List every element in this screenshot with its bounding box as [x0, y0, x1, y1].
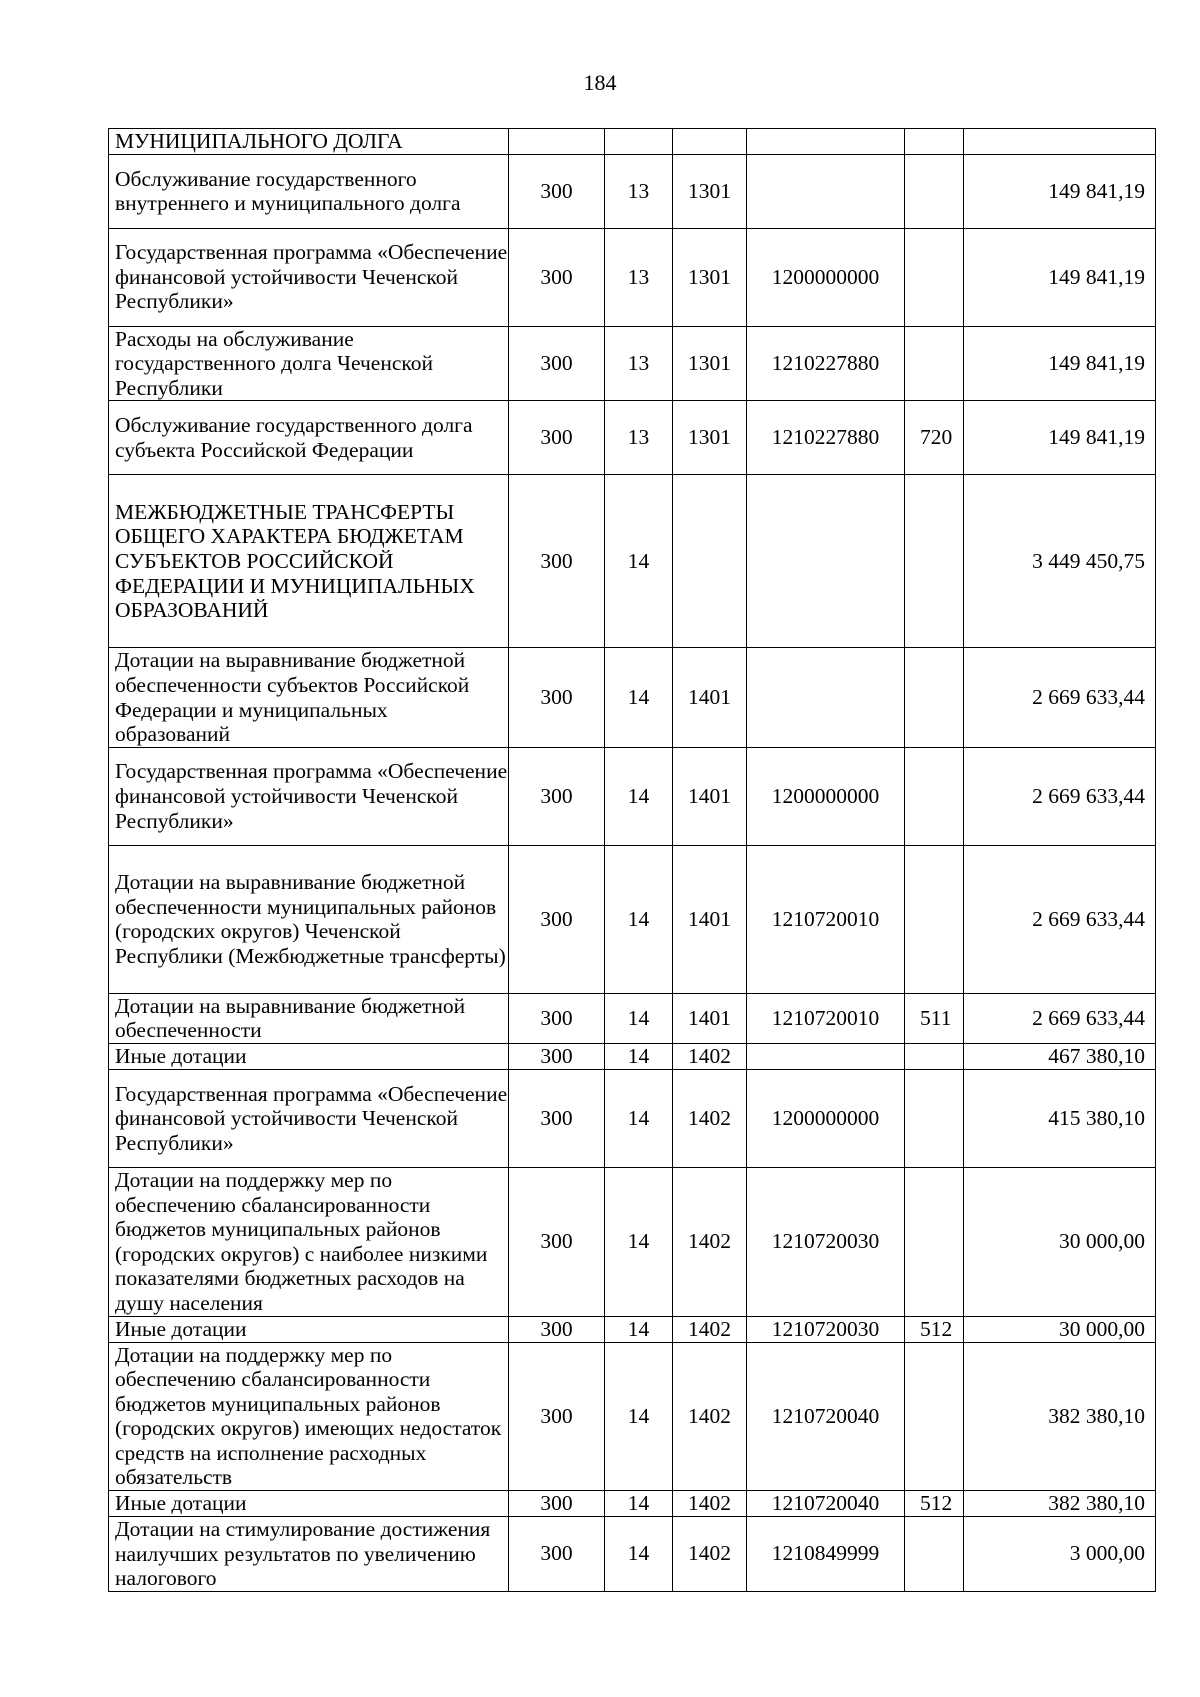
cell-amount: 149 841,19 — [964, 154, 1156, 228]
cell-code-1: 300 — [509, 1069, 605, 1167]
cell-code-3 — [673, 129, 747, 155]
cell-code-4 — [747, 154, 905, 228]
table-row — [109, 1069, 1156, 1167]
cell-code-2: 13 — [605, 326, 673, 401]
cell-code-4: 1210849999 — [747, 1517, 905, 1592]
cell-code-1: 300 — [509, 648, 605, 747]
cell-code-3: 1401 — [673, 747, 747, 845]
table-row — [109, 1167, 1156, 1316]
cell-code-1: 300 — [509, 228, 605, 326]
table-row — [109, 129, 1156, 155]
row-name: Государственная программа «Обеспечение финансовой устойчивости Чеченской Республики» — [109, 747, 509, 845]
cell-code-3: 1402 — [673, 1069, 747, 1167]
cell-amount: 149 841,19 — [964, 326, 1156, 401]
cell-code-4: 1210720040 — [747, 1342, 905, 1491]
cell-code-5: 511 — [905, 993, 964, 1043]
cell-code-1: 300 — [509, 1491, 605, 1517]
cell-code-4: 1200000000 — [747, 747, 905, 845]
cell-code-2: 14 — [605, 845, 673, 993]
cell-amount: 2 669 633,44 — [964, 845, 1156, 993]
cell-code-5 — [905, 648, 964, 747]
table-row — [109, 1043, 1156, 1069]
table-row — [109, 1491, 1156, 1517]
cell-code-4: 1210227880 — [747, 326, 905, 401]
cell-code-1: 300 — [509, 1167, 605, 1316]
cell-code-1: 300 — [509, 1517, 605, 1592]
cell-code-5 — [905, 228, 964, 326]
cell-code-4: 1210720010 — [747, 845, 905, 993]
cell-code-5 — [905, 845, 964, 993]
cell-code-2: 14 — [605, 1491, 673, 1517]
cell-code-4 — [747, 475, 905, 648]
table-row — [109, 401, 1156, 475]
cell-code-3 — [673, 475, 747, 648]
row-name: Иные дотации — [109, 1043, 509, 1069]
table-row — [109, 326, 1156, 401]
table-row — [109, 747, 1156, 845]
budget-table — [108, 128, 1156, 1592]
cell-code-2 — [605, 129, 673, 155]
row-name: Иные дотации — [109, 1316, 509, 1342]
cell-code-2: 14 — [605, 1043, 673, 1069]
cell-code-4: 1210227880 — [747, 401, 905, 475]
cell-code-4 — [747, 1043, 905, 1069]
cell-code-3: 1402 — [673, 1316, 747, 1342]
cell-code-3: 1402 — [673, 1517, 747, 1592]
cell-code-4: 1210720040 — [747, 1491, 905, 1517]
row-name: Обслуживание государственного внутреннего и муниципального долга — [109, 154, 509, 228]
cell-code-1: 300 — [509, 1043, 605, 1069]
cell-amount: 467 380,10 — [964, 1043, 1156, 1069]
table-row — [109, 475, 1156, 648]
cell-amount: 30 000,00 — [964, 1167, 1156, 1316]
row-name: МУНИЦИПАЛЬНОГО ДОЛГА — [109, 129, 509, 155]
table-row — [109, 1517, 1156, 1592]
cell-code-2: 14 — [605, 1316, 673, 1342]
cell-code-2: 13 — [605, 401, 673, 475]
cell-code-2: 14 — [605, 747, 673, 845]
row-name: Государственная программа «Обеспечение финансовой устойчивости Чеченской Республики» — [109, 1069, 509, 1167]
cell-amount: 2 669 633,44 — [964, 747, 1156, 845]
cell-code-2: 14 — [605, 1342, 673, 1491]
cell-code-2: 14 — [605, 1069, 673, 1167]
cell-code-5 — [905, 129, 964, 155]
row-name: Дотации на выравнивание бюджетной обеспеченности — [109, 993, 509, 1043]
cell-code-1: 300 — [509, 993, 605, 1043]
cell-amount: 149 841,19 — [964, 401, 1156, 475]
cell-amount: 3 000,00 — [964, 1517, 1156, 1592]
page-number: 184 — [583, 70, 617, 95]
cell-code-2: 14 — [605, 475, 673, 648]
row-name: Государственная программа «Обеспечение финансовой устойчивости Чеченской Республики» — [109, 228, 509, 326]
cell-code-1: 300 — [509, 747, 605, 845]
cell-amount: 3 449 450,75 — [964, 475, 1156, 648]
cell-code-3: 1301 — [673, 326, 747, 401]
cell-code-1: 300 — [509, 475, 605, 648]
cell-code-3: 1301 — [673, 228, 747, 326]
cell-code-1: 300 — [509, 845, 605, 993]
cell-amount: 415 380,10 — [964, 1069, 1156, 1167]
cell-code-5 — [905, 747, 964, 845]
cell-code-5: 512 — [905, 1491, 964, 1517]
cell-code-4: 1210720010 — [747, 993, 905, 1043]
cell-code-3: 1402 — [673, 1167, 747, 1316]
row-name: Расходы на обслуживание государственного долга Чеченской Республики — [109, 326, 509, 401]
cell-code-1: 300 — [509, 1342, 605, 1491]
cell-amount: 30 000,00 — [964, 1316, 1156, 1342]
row-name: МЕЖБЮДЖЕТНЫЕ ТРАНСФЕРТЫ ОБЩЕГО ХАРАКТЕРА БЮДЖЕТАМ СУБЪЕКТОВ РОССИЙСКОЙ ФЕДЕРАЦИИ И МУНИЦИПАЛЬНЫХ ОБРАЗОВАНИЙ — [109, 475, 509, 648]
cell-code-1 — [509, 129, 605, 155]
table-row — [109, 993, 1156, 1043]
cell-code-3: 1402 — [673, 1043, 747, 1069]
cell-code-5 — [905, 154, 964, 228]
table-row — [109, 648, 1156, 747]
cell-code-3: 1402 — [673, 1491, 747, 1517]
row-name: Дотации на выравнивание бюджетной обеспеченности муниципальных районов (городских округов) Чеченской Республики (Межбюджетные трансферты) — [109, 845, 509, 993]
cell-code-1: 300 — [509, 1316, 605, 1342]
cell-amount — [964, 129, 1156, 155]
table-row — [109, 845, 1156, 993]
cell-code-3: 1301 — [673, 401, 747, 475]
cell-code-3: 1401 — [673, 648, 747, 747]
cell-amount: 2 669 633,44 — [964, 993, 1156, 1043]
cell-amount: 2 669 633,44 — [964, 648, 1156, 747]
table-row — [109, 154, 1156, 228]
cell-code-3: 1401 — [673, 845, 747, 993]
table-row — [109, 1316, 1156, 1342]
cell-amount: 382 380,10 — [964, 1342, 1156, 1491]
table-row — [109, 228, 1156, 326]
cell-code-4 — [747, 648, 905, 747]
cell-code-3: 1301 — [673, 154, 747, 228]
row-name: Обслуживание государственного долга субъекта Российской Федерации — [109, 401, 509, 475]
cell-code-5 — [905, 1167, 964, 1316]
cell-code-2: 14 — [605, 1167, 673, 1316]
cell-code-5 — [905, 1342, 964, 1491]
table-row — [109, 1342, 1156, 1491]
row-name: Дотации на поддержку мер по обеспечению сбалансированности бюджетов муниципальных районов (городских округов) имеющих недостаток средств на исполнение расходных обязательств — [109, 1342, 509, 1491]
cell-code-1: 300 — [509, 154, 605, 228]
cell-amount: 382 380,10 — [964, 1491, 1156, 1517]
row-name: Дотации на поддержку мер по обеспечению сбалансированности бюджетов муниципальных районов (городских округов) с наиболее низкими показателями бюджетных расходов на душу населения — [109, 1167, 509, 1316]
row-name: Иные дотации — [109, 1491, 509, 1517]
cell-code-4: 1200000000 — [747, 1069, 905, 1167]
cell-code-3: 1401 — [673, 993, 747, 1043]
cell-code-2: 14 — [605, 1517, 673, 1592]
cell-code-5 — [905, 475, 964, 648]
cell-code-2: 14 — [605, 993, 673, 1043]
cell-code-4 — [747, 129, 905, 155]
cell-code-4: 1210720030 — [747, 1316, 905, 1342]
cell-code-1: 300 — [509, 326, 605, 401]
cell-code-5 — [905, 1069, 964, 1167]
cell-code-5 — [905, 326, 964, 401]
row-name: Дотации на выравнивание бюджетной обеспеченности субъектов Российской Федерации и муниципальных образований — [109, 648, 509, 747]
cell-code-5: 720 — [905, 401, 964, 475]
cell-code-2: 13 — [605, 228, 673, 326]
cell-code-5 — [905, 1043, 964, 1069]
cell-code-5: 512 — [905, 1316, 964, 1342]
cell-code-1: 300 — [509, 401, 605, 475]
cell-amount: 149 841,19 — [964, 228, 1156, 326]
cell-code-2: 13 — [605, 154, 673, 228]
cell-code-4: 1200000000 — [747, 228, 905, 326]
cell-code-5 — [905, 1517, 964, 1592]
cell-code-2: 14 — [605, 648, 673, 747]
cell-code-3: 1402 — [673, 1342, 747, 1491]
row-name: Дотации на стимулирование достижения наилучших результатов по увеличению налогового — [109, 1517, 509, 1592]
cell-code-4: 1210720030 — [747, 1167, 905, 1316]
